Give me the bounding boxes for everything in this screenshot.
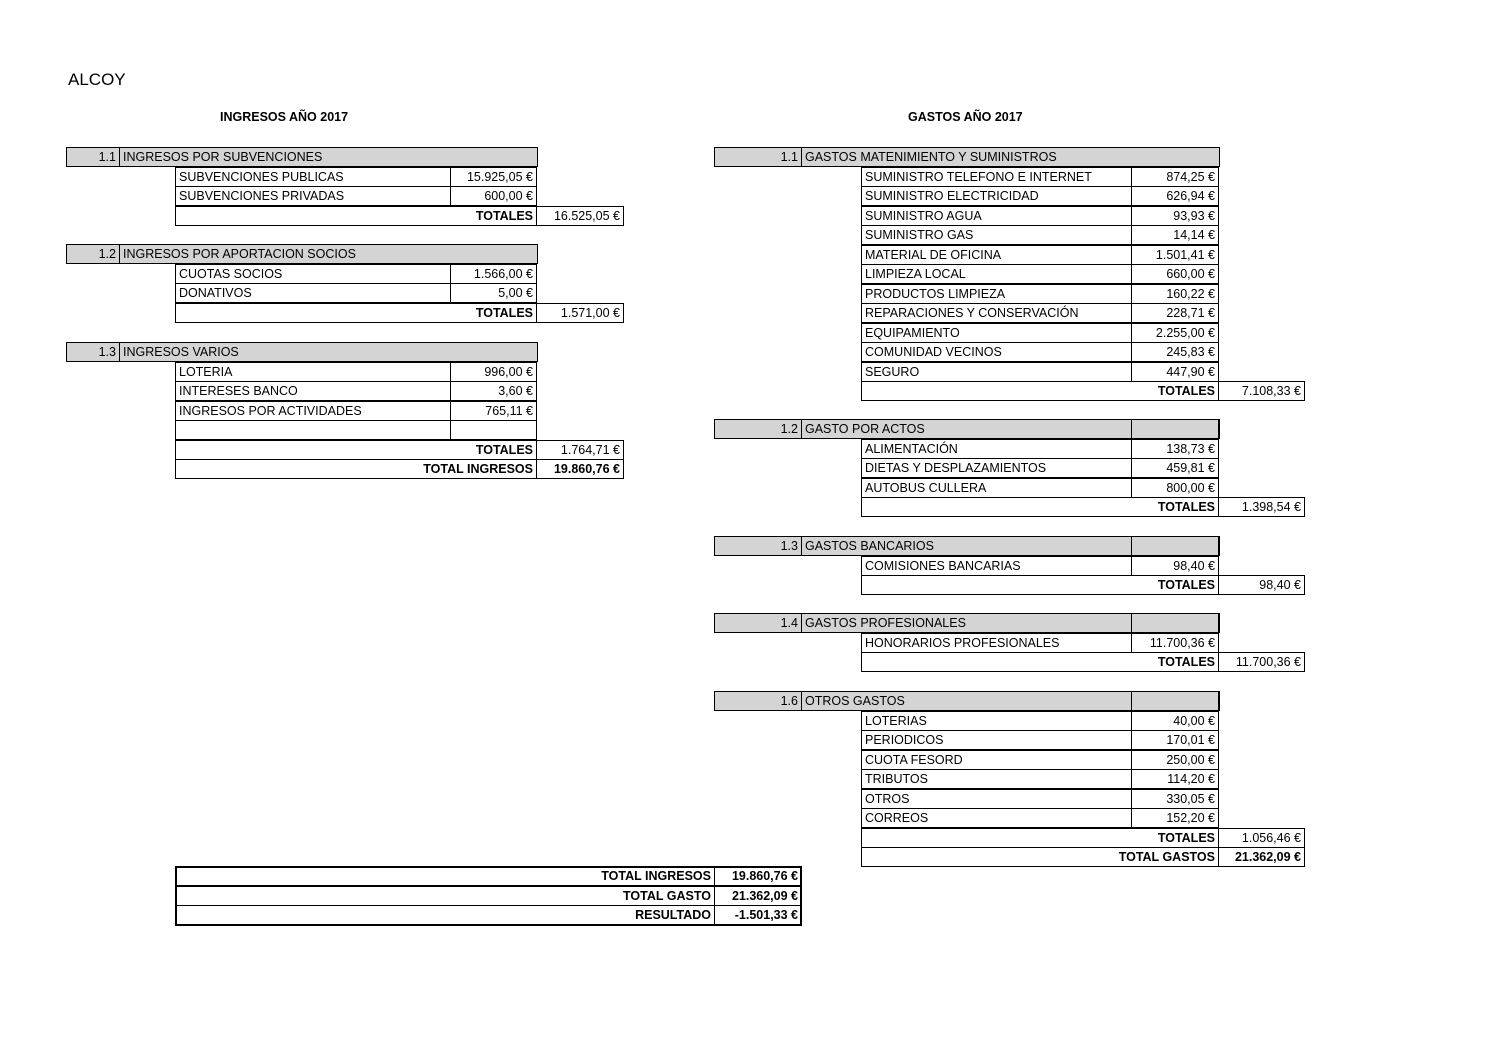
item-value: 250,00 €	[1131, 750, 1219, 770]
item-label: AUTOBUS CULLERA	[861, 478, 1132, 498]
section-code: 1.3	[66, 342, 120, 362]
totales-value: 11.700,36 €	[1218, 652, 1305, 672]
item-value: 98,40 €	[1131, 556, 1219, 576]
ingresos-title: INGRESOS AÑO 2017	[220, 110, 349, 124]
item-label: SUMINISTRO AGUA	[861, 206, 1132, 226]
item-value: 228,71 €	[1131, 303, 1219, 323]
item-label: MATERIAL DE OFICINA	[861, 245, 1132, 265]
section-label: INGRESOS POR SUBVENCIONES	[119, 147, 538, 167]
gastos-title: GASTOS AÑO 2017	[908, 110, 1023, 124]
item-value: 15.925,05 €	[450, 167, 537, 187]
item-label: PRODUCTOS LIMPIEZA	[861, 284, 1132, 304]
item-value: 40,00 €	[1131, 711, 1219, 731]
item-label: REPARACIONES Y CONSERVACIÓN	[861, 303, 1132, 323]
item-label: INGRESOS POR ACTIVIDADES	[175, 401, 451, 421]
summary-label: RESULTADO	[175, 905, 715, 925]
item-label: CUOTAS SOCIOS	[175, 264, 451, 284]
item-label: COMISIONES BANCARIAS	[861, 556, 1132, 576]
item-label: SUMINISTRO GAS	[861, 225, 1132, 245]
item-value: 11.700,36 €	[1131, 633, 1219, 653]
totales-label: TOTALES	[175, 206, 537, 226]
item-value: 874,25 €	[1131, 167, 1219, 187]
section-code: 1.2	[714, 419, 802, 439]
item-value: 93,93 €	[1131, 206, 1219, 226]
summary-value: -1.501,33 €	[714, 905, 802, 925]
summary-label: TOTAL GASTO	[175, 886, 715, 906]
item-label: OTROS	[861, 789, 1132, 809]
summary-value: 21.362,09 €	[714, 886, 802, 906]
item-label: HONORARIOS PROFESIONALES	[861, 633, 1132, 653]
section-header-value-cell	[1131, 691, 1219, 711]
item-value: 660,00 €	[1131, 264, 1219, 284]
section-code: 1.6	[714, 691, 802, 711]
section-code: 1.4	[714, 613, 802, 633]
grand-total-label: TOTAL INGRESOS	[175, 459, 537, 479]
section-header-value-cell	[1131, 419, 1219, 439]
totales-value: 1.398,54 €	[1218, 497, 1305, 517]
item-label: TRIBUTOS	[861, 769, 1132, 789]
item-value: 5,00 €	[450, 283, 537, 303]
item-value: 138,73 €	[1131, 439, 1219, 459]
section-label: OTROS GASTOS	[801, 691, 1133, 711]
item-label: SUMINISTRO ELECTRICIDAD	[861, 186, 1132, 206]
totales-label: TOTALES	[861, 497, 1219, 517]
totales-label: TOTALES	[861, 652, 1219, 672]
totales-value: 7.108,33 €	[1218, 381, 1305, 401]
section-code: 1.2	[66, 244, 120, 264]
section-code: 1.1	[66, 147, 120, 167]
section-label: INGRESOS POR APORTACION SOCIOS	[119, 244, 538, 264]
item-value: 800,00 €	[1131, 478, 1219, 498]
section-code: 1.3	[714, 536, 802, 556]
section-header-value-cell	[1131, 536, 1219, 556]
item-label: LOTERIA	[175, 362, 451, 382]
section-code: 1.1	[714, 147, 802, 167]
summary-value: 19.860,76 €	[714, 866, 802, 886]
item-label: CUOTA FESORD	[861, 750, 1132, 770]
item-label: DONATIVOS	[175, 283, 451, 303]
totales-label: TOTALES	[175, 440, 537, 460]
totales-label: TOTALES	[175, 303, 537, 323]
item-label: EQUIPAMIENTO	[861, 323, 1132, 343]
item-label: PERIODICOS	[861, 730, 1132, 750]
grand-total-value: 21.362,09 €	[1218, 847, 1305, 867]
item-label: SEGURO	[861, 362, 1132, 382]
item-value: 14,14 €	[1131, 225, 1219, 245]
item-value: 1.566,00 €	[450, 264, 537, 284]
item-label: COMUNIDAD VECINOS	[861, 342, 1132, 362]
item-label: LOTERIAS	[861, 711, 1132, 731]
item-value: 330,05 €	[1131, 789, 1219, 809]
totales-label: TOTALES	[861, 381, 1219, 401]
item-label	[175, 420, 451, 440]
totales-value: 16.525,05 €	[536, 206, 624, 226]
item-value: 3,60 €	[450, 381, 537, 401]
summary-label: TOTAL INGRESOS	[175, 866, 715, 886]
section-label: GASTOS MATENIMIENTO Y SUMINISTROS	[801, 147, 1220, 167]
page-title: ALCOY	[68, 70, 126, 89]
grand-total-value: 19.860,76 €	[536, 459, 624, 479]
section-label: GASTOS BANCARIOS	[801, 536, 1133, 556]
item-label: ALIMENTACIÓN	[861, 439, 1132, 459]
grand-total-label: TOTAL GASTOS	[861, 847, 1219, 867]
totales-value: 1.764,71 €	[536, 440, 624, 460]
item-value: 600,00 €	[450, 186, 537, 206]
item-label: DIETAS Y DESPLAZAMIENTOS	[861, 458, 1132, 478]
item-value: 114,20 €	[1131, 769, 1219, 789]
summary-border	[175, 866, 802, 926]
section-label: GASTOS PROFESIONALES	[801, 613, 1133, 633]
item-value: 1.501,41 €	[1131, 245, 1219, 265]
item-value: 459,81 €	[1131, 458, 1219, 478]
section-label: GASTO POR ACTOS	[801, 419, 1133, 439]
item-value: 765,11 €	[450, 401, 537, 421]
item-value: 626,94 €	[1131, 186, 1219, 206]
item-value: 245,83 €	[1131, 342, 1219, 362]
item-label: SUBVENCIONES PUBLICAS	[175, 167, 451, 187]
totales-value: 1.056,46 €	[1218, 828, 1305, 848]
totales-label: TOTALES	[861, 828, 1219, 848]
item-label: INTERESES BANCO	[175, 381, 451, 401]
item-value: 160,22 €	[1131, 284, 1219, 304]
section-label: INGRESOS VARIOS	[119, 342, 538, 362]
totales-value: 1.571,00 €	[536, 303, 624, 323]
item-value: 447,90 €	[1131, 362, 1219, 382]
item-value: 170,01 €	[1131, 730, 1219, 750]
item-label: SUBVENCIONES PRIVADAS	[175, 186, 451, 206]
item-label: CORREOS	[861, 808, 1132, 828]
section-header-value-cell	[1131, 613, 1219, 633]
item-value: 2.255,00 €	[1131, 323, 1219, 343]
item-value: 152,20 €	[1131, 808, 1219, 828]
totales-value: 98,40 €	[1218, 575, 1305, 595]
item-label: SUMINISTRO TELEFONO E INTERNET	[861, 167, 1132, 187]
item-value	[450, 420, 537, 440]
item-value: 996,00 €	[450, 362, 537, 382]
item-label: LIMPIEZA LOCAL	[861, 264, 1132, 284]
totales-label: TOTALES	[861, 575, 1219, 595]
